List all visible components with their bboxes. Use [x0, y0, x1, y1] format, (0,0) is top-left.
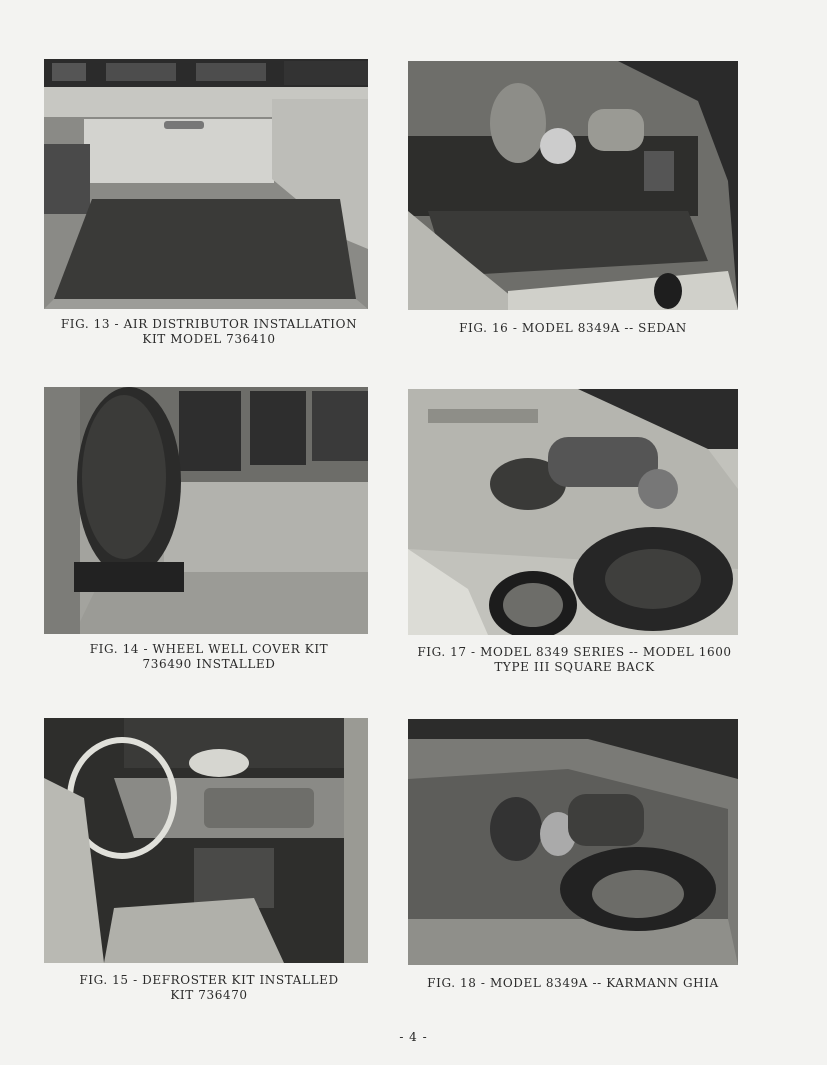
figure-15-photo [44, 718, 368, 963]
page-number: - 4 - [399, 1030, 428, 1044]
figure-15-caption [44, 973, 374, 1003]
figure-15-caption-line-1: FIG. 15 - DEFROSTER KIT INSTALLED [79, 973, 339, 987]
figure-13-caption-line-2: KIT MODEL 736410 [142, 332, 276, 346]
figure-18-caption-line-1: FIG. 18 - MODEL 8349A -- KARMANN GHIA [427, 976, 719, 990]
figure-13-caption-line-1: FIG. 13 - AIR DISTRIBUTOR INSTALLATION [60, 317, 358, 331]
figure-16-caption-line-1: FIG. 16 - MODEL 8349A -- SEDAN [459, 321, 687, 335]
figure-16-caption [408, 321, 738, 336]
figure-14-caption-line-1: FIG. 14 - WHEEL WELL COVER KIT [89, 642, 329, 656]
figure-13-photo [44, 59, 368, 309]
figure-14-caption [44, 642, 374, 672]
figure-14-caption-line-2: 736490 INSTALLED [142, 657, 276, 671]
figure-17-photo [408, 389, 738, 635]
figure-17-caption-line-2: TYPE III SQUARE BACK [494, 660, 655, 674]
figure-17-caption-line-1: FIG. 17 - MODEL 8349 SERIES -- MODEL 1600 [417, 645, 732, 659]
figure-13-caption [44, 317, 374, 347]
figure-14-photo [44, 387, 368, 634]
figure-16-photo [408, 61, 738, 310]
figure-18-photo [408, 719, 738, 965]
figure-17-caption [402, 645, 747, 675]
figure-18-caption [408, 976, 738, 991]
figure-15-caption-line-2: KIT 736470 [170, 988, 248, 1002]
